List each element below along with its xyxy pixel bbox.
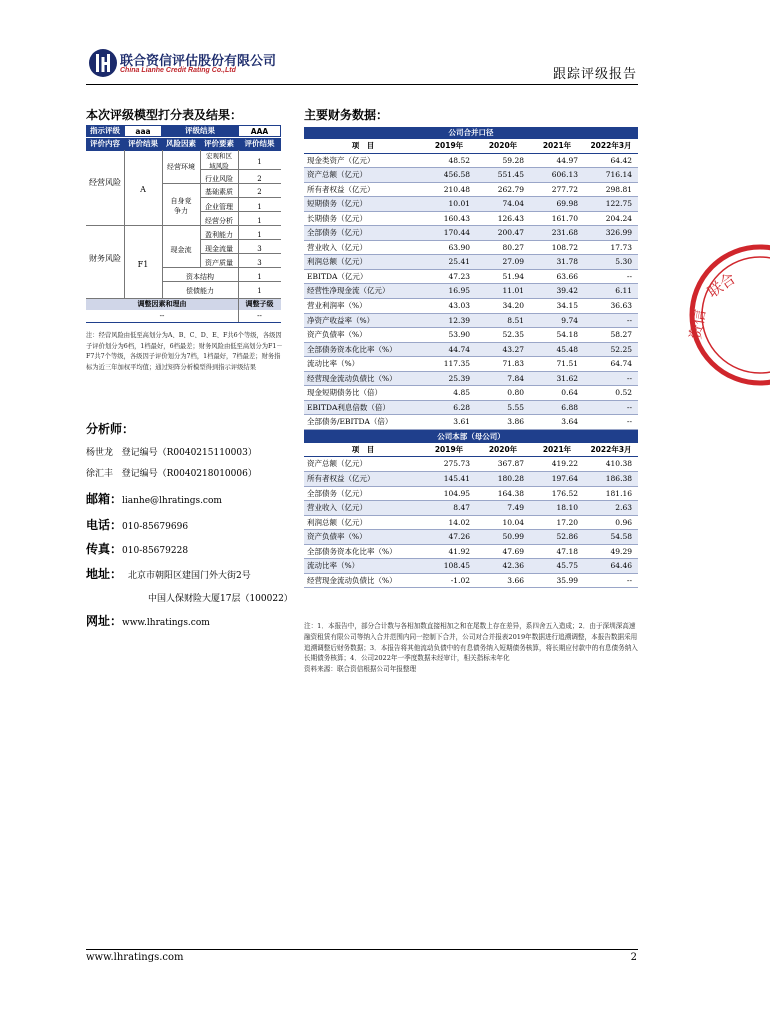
row-value: 277.72 [551, 184, 578, 194]
col-header: 2022年3月 [590, 444, 632, 454]
table-row [304, 343, 638, 358]
table-row [304, 545, 638, 560]
table-row [304, 472, 638, 487]
row-value: 5.55 [507, 402, 524, 412]
contact-email [86, 488, 222, 507]
page-number: 2 [630, 952, 637, 963]
col-header: 2021年 [542, 141, 572, 150]
row-value: 204.24 [605, 213, 632, 223]
col-header: 项 目 [351, 141, 375, 150]
row-value: 8.51 [507, 315, 524, 325]
row-value: 0.52 [615, 388, 632, 398]
table-row [304, 501, 638, 516]
model-factor-env: 经营环境 [167, 163, 195, 171]
col-header: 2022年3月 [590, 141, 632, 150]
model-rule [162, 150, 163, 298]
model-rule [200, 253, 281, 254]
model-result-value: AAA [238, 125, 281, 137]
row-label: 资产负债率（%） [307, 330, 367, 340]
row-value: 25.39 [448, 373, 470, 383]
row-value: -1.02 [450, 575, 470, 585]
row-value: 10.04 [502, 517, 524, 527]
row-value: 47.18 [556, 546, 578, 556]
row-value: 18.10 [556, 503, 578, 513]
row-label: 全部债务（亿元） [307, 488, 367, 498]
model-score-industry: 2 [257, 175, 262, 183]
row-value: 34.15 [556, 301, 578, 311]
table-row [304, 241, 638, 256]
model-score-profitability: 1 [257, 231, 262, 239]
row-value: 17.20 [556, 517, 578, 527]
row-value: -- [626, 575, 632, 585]
model-rule [238, 150, 239, 322]
row-value: 0.64 [561, 388, 578, 398]
model-content-financial: 财务风险 [89, 254, 121, 263]
phone-value: 010-85679696 [122, 522, 189, 532]
row-value: -- [626, 315, 632, 325]
row-label: 经营性净现金流（亿元） [307, 286, 390, 296]
col-header: 项 目 [351, 444, 375, 454]
model-footnote: 注：经营风险由低至高划分为A、B、C、D、E、F共6个等级，各级因子评价划分为6档，1档最好，6档最差；财务风险由低至高划分为F1－F7共7个等级，各级因子评价划分为7档，1档最好，7档最差；财务指标为近三年加权平均值；通过矩阵分析模型得到指示评级结果 [86, 332, 283, 371]
table-row [304, 372, 638, 387]
row-value: 63.90 [448, 242, 470, 252]
row-value: 0.80 [507, 388, 524, 398]
row-value: 52.25 [610, 344, 632, 354]
header-divider [86, 84, 638, 85]
row-value: 326.99 [605, 228, 632, 238]
row-label: 全部债务资本化比率（%） [307, 344, 397, 354]
row-label: 营业收入（亿元） [307, 503, 367, 513]
footer-divider [86, 949, 638, 950]
col-header: 2020年 [488, 141, 518, 150]
row-value: 45.48 [556, 344, 578, 354]
model-adjust-value: -- [257, 312, 262, 320]
col-header: 2021年 [542, 444, 572, 454]
contact-address [86, 563, 251, 582]
model-element-industry: 行业风险 [205, 175, 233, 183]
row-value: 45.75 [556, 561, 578, 571]
row-value: 35.99 [556, 575, 578, 585]
table-row [304, 197, 638, 212]
row-value: 36.63 [610, 301, 632, 311]
analyst-2 [86, 466, 257, 479]
row-value: 126.43 [497, 213, 524, 223]
model-adjust-reason: -- [159, 312, 165, 320]
table-row [304, 270, 638, 285]
table-row [304, 457, 638, 472]
address-line-2: 中国人保财险大厦17层（100022） [148, 594, 293, 604]
row-value: 7.84 [507, 373, 524, 383]
model-header-content: 评价内容 [86, 138, 124, 150]
row-label: 流动比率（%） [307, 561, 360, 571]
row-value: -- [626, 373, 632, 383]
row-label: 利润总额（亿元） [307, 257, 367, 267]
model-content-operating: 经营风险 [89, 178, 121, 187]
row-value: -- [626, 271, 632, 281]
row-value: 10.01 [448, 199, 470, 209]
table-row [304, 226, 638, 241]
table-row [304, 284, 638, 299]
row-label: 资产总额（亿元） [307, 459, 367, 469]
parent-caption: 公司本部（母公司） [304, 430, 638, 443]
table-row [304, 530, 638, 545]
row-value: 69.98 [556, 199, 578, 209]
row-value: 54.58 [610, 532, 632, 542]
email-link[interactable]: lianhe@lhratings.com [122, 496, 222, 506]
col-header: 2019年 [434, 444, 464, 454]
row-value: 31.78 [556, 257, 578, 267]
row-value: 298.81 [605, 184, 632, 194]
row-value: 117.35 [443, 359, 470, 369]
row-value: 74.04 [502, 199, 524, 209]
contact-fax [86, 538, 188, 557]
row-label: 资产负债率（%） [307, 532, 367, 542]
row-label: 长期债务（亿元） [307, 213, 367, 223]
row-value: 64.42 [610, 155, 632, 165]
table-row [304, 183, 638, 198]
model-header-factor: 风险因素 [162, 138, 200, 150]
row-value: 12.39 [448, 315, 470, 325]
col-header: 2019年 [434, 141, 464, 150]
table-row [304, 559, 638, 574]
row-value: 0.96 [615, 517, 632, 527]
row-value: 9.74 [561, 315, 578, 325]
row-value: 52.86 [556, 532, 578, 542]
contact-phone [86, 514, 188, 533]
table-row [304, 516, 638, 531]
row-label: 所有者权益（亿元） [307, 474, 375, 484]
row-value: 43.27 [502, 344, 524, 354]
financial-section-title: 主要财务数据： [304, 108, 389, 122]
row-value: 31.62 [556, 373, 578, 383]
contact-label: 邮箱： [86, 492, 123, 506]
model-score-operation: 1 [257, 217, 262, 225]
analyst-name: 杨世龙 [86, 448, 114, 458]
row-value: -- [626, 402, 632, 412]
model-section-title: 本次评级模型打分表及结果： [86, 108, 243, 122]
row-label: 经营现金流动负债比（%） [307, 575, 397, 585]
table-row [304, 415, 638, 430]
row-value: 716.14 [605, 170, 632, 180]
row-value: 181.16 [605, 488, 632, 498]
table-row [304, 386, 638, 401]
model-score-solvency: 1 [257, 287, 262, 295]
model-factor-cashflow: 现金流 [170, 246, 192, 254]
row-label: 所有者权益（亿元） [307, 184, 375, 194]
analyst-1 [86, 445, 257, 458]
row-value: 71.51 [556, 359, 578, 369]
row-value: 104.95 [443, 488, 470, 498]
row-label: 经营现金流动负债比（%） [307, 373, 397, 383]
report-type: 跟踪评级报告 [552, 67, 637, 82]
row-value: 44.74 [448, 344, 470, 354]
model-rule [124, 150, 125, 298]
model-header-score: 评价结果 [238, 138, 281, 150]
model-score-capital: 1 [257, 273, 262, 281]
model-element-profitability: 盈利能力 [205, 231, 233, 239]
model-rule [162, 281, 281, 282]
model-score-basic: 2 [257, 188, 262, 196]
row-value: 59.28 [502, 155, 524, 165]
row-value: 3.61 [453, 417, 470, 427]
website-link[interactable]: www.lhratings.com [122, 618, 210, 628]
fax-value: 010-85679228 [122, 546, 189, 556]
row-value: 52.35 [502, 330, 524, 340]
table-row [304, 212, 638, 227]
row-value: 63.66 [556, 271, 578, 281]
row-value: 456.58 [443, 170, 470, 180]
model-score-cashflow: 3 [257, 245, 262, 253]
footer-url[interactable]: www.lhratings.com [86, 952, 184, 963]
row-value: 108.45 [443, 561, 470, 571]
row-value: 164.38 [497, 488, 524, 498]
model-rule [86, 150, 281, 151]
company-seal-stamp [680, 240, 770, 390]
row-value: 108.72 [551, 242, 578, 252]
row-label: 利润总额（亿元） [307, 517, 367, 527]
model-rule [200, 239, 281, 240]
model-element-management: 企业管理 [205, 203, 233, 211]
row-value: 44.97 [556, 155, 578, 165]
model-element-macro: 宏观和区域风险 [206, 152, 232, 170]
row-value: 64.74 [610, 359, 632, 369]
model-rule [162, 267, 281, 268]
row-value: 170.44 [443, 228, 470, 238]
model-rule [200, 150, 201, 267]
row-value: 42.36 [502, 561, 524, 571]
row-label: 全部债务资本化比率（%） [307, 546, 397, 556]
model-rule [86, 298, 281, 299]
model-score-management: 1 [257, 203, 262, 211]
table-row [304, 154, 638, 169]
row-value: 3.66 [507, 575, 524, 585]
row-value: 210.48 [443, 184, 470, 194]
model-rule [86, 225, 281, 226]
row-value: 54.18 [556, 330, 578, 340]
row-value: 7.49 [507, 503, 524, 513]
svg-text:资信: 资信 [686, 308, 710, 341]
row-label: 营业利润率（%） [307, 301, 367, 311]
contact-website [86, 610, 210, 629]
model-rule [86, 322, 281, 323]
row-value: -- [626, 417, 632, 427]
model-element-basic: 基础素质 [205, 188, 233, 196]
row-value: 275.73 [443, 459, 470, 469]
company-logo-icon [88, 48, 118, 78]
model-score-asset-quality: 3 [257, 259, 262, 267]
table-row [304, 255, 638, 270]
table-row [304, 168, 638, 183]
row-label: 资产总额（亿元） [307, 170, 367, 180]
analyst-reg: 登记编号（R0040218010006） [121, 469, 257, 479]
row-value: 197.64 [551, 474, 578, 484]
row-value: 145.41 [443, 474, 470, 484]
row-value: 51.94 [502, 271, 524, 281]
row-label: EBITDA（亿元） [307, 271, 368, 281]
row-value: 4.85 [453, 388, 470, 398]
consolidated-caption: 公司合并口径 [304, 127, 638, 139]
row-value: 71.83 [502, 359, 524, 369]
row-value: 180.28 [497, 474, 524, 484]
model-element-cashflow: 现金流量 [205, 245, 233, 253]
address-line-1: 北京市朝阳区建国门外大街2号 [128, 571, 251, 581]
model-indicative-label: 指示评级 [86, 125, 124, 137]
row-value: 551.45 [497, 170, 524, 180]
model-result-label: 评级结果 [162, 125, 238, 137]
row-value: 231.68 [551, 228, 578, 238]
row-value: 176.52 [551, 488, 578, 498]
row-value: 410.38 [605, 459, 632, 469]
contact-label: 传真： [86, 542, 123, 556]
row-label: 短期债务（亿元） [307, 199, 367, 209]
contact-address-2 [148, 586, 293, 605]
row-label: 营业收入（亿元） [307, 242, 367, 252]
row-value: 47.69 [502, 546, 524, 556]
financial-footnote: 注：1．本报告中，部分合计数与各相加数直接相加之和在尾数上存在差异，系四舍五入造成；2．由于深圳深高速融资租赁有限公司等纳入合并范围内同一控制下合并，公司对合并报表2019年数据进行追溯调整，本报告数据采用追溯调整后财务数据；3．本报告将其他流动负债中的有息债务纳入短期债务核算，将长期应付款中的有息债务纳入长期债务核算；4．公司2022年一季度数据未经审计，相关指标未年化 资料来源：联合资信根据公司年报整理 [304, 622, 638, 674]
row-value: 64.46 [610, 561, 632, 571]
row-label: EBITDA利息倍数（倍） [307, 402, 390, 412]
row-value: 43.03 [448, 301, 470, 311]
consolidated-rows [304, 154, 638, 430]
company-name-cn: 联合资信评估股份有限公司 [120, 54, 277, 69]
row-value: 11.01 [502, 286, 524, 296]
row-value: 160.43 [443, 213, 470, 223]
row-label: 全部债务（亿元） [307, 228, 367, 238]
row-label: 全部债务/EBITDA（倍） [307, 417, 393, 427]
analyst-title: 分析师： [86, 422, 135, 436]
model-rule [200, 169, 281, 170]
row-value: 48.52 [448, 155, 470, 165]
row-value: 8.47 [453, 503, 470, 513]
row-value: 47.23 [448, 271, 470, 281]
model-result-financial: F1 [137, 260, 149, 269]
analyst-reg: 登记编号（R0040215110003） [121, 448, 257, 458]
model-rule [200, 197, 281, 198]
row-value: 5.30 [615, 257, 632, 267]
row-value: 6.28 [453, 402, 470, 412]
row-value: 16.95 [448, 286, 470, 296]
row-value: 47.26 [448, 532, 470, 542]
contact-label: 网址： [86, 614, 123, 628]
row-value: 34.20 [502, 301, 524, 311]
row-value: 262.79 [497, 184, 524, 194]
row-value: 49.29 [610, 546, 632, 556]
row-label: 流动比率（%） [307, 359, 360, 369]
model-header-element: 评价要素 [200, 138, 238, 150]
model-element-solvency: 偿债能力 [186, 287, 214, 295]
table-row [304, 487, 638, 502]
table-row [304, 314, 638, 329]
contact-label: 地址： [86, 567, 123, 581]
row-value: 80.27 [502, 242, 524, 252]
model-factor-competitiveness: 自身竞争力 [170, 197, 192, 215]
table-row [304, 401, 638, 416]
company-name-en: China Lianhe Credit Rating Co.,Ltd [120, 67, 236, 74]
row-value: 367.87 [497, 459, 524, 469]
row-value: 41.92 [448, 546, 470, 556]
consolidated-header-row [304, 139, 638, 154]
model-score-macro: 1 [257, 158, 262, 166]
rating-model-table [86, 125, 281, 323]
model-header-result: 评价结果 [124, 138, 162, 150]
table-row [304, 357, 638, 372]
row-value: 50.99 [502, 532, 524, 542]
model-result-operating: A [140, 185, 146, 194]
row-label: 现金短期债务比（倍） [307, 388, 382, 398]
contact-label: 电话： [86, 518, 123, 532]
parent-header-row [304, 443, 638, 458]
row-value: 58.27 [610, 330, 632, 340]
row-value: 6.11 [615, 286, 632, 296]
model-adjust-header: 调整因素和理由 [86, 299, 238, 310]
row-value: 419.22 [551, 459, 578, 469]
row-value: 25.41 [448, 257, 470, 267]
row-value: 122.75 [605, 199, 632, 209]
svg-text:联合: 联合 [703, 269, 739, 302]
parent-rows [304, 457, 638, 588]
row-value: 17.73 [610, 242, 632, 252]
model-element-capital: 资本结构 [186, 273, 214, 281]
model-indicative-value: aaa [124, 125, 162, 137]
row-value: 200.47 [497, 228, 524, 238]
row-label: 现金类资产（亿元） [307, 155, 375, 165]
row-value: 2.63 [615, 503, 632, 513]
table-row [304, 328, 638, 343]
row-value: 53.90 [448, 330, 470, 340]
row-value: 3.64 [561, 417, 578, 427]
row-value: 186.38 [605, 474, 632, 484]
row-value: 14.02 [448, 517, 470, 527]
model-element-operation: 经营分析 [205, 217, 233, 225]
row-label: 净资产收益率（%） [307, 315, 375, 325]
model-rule [162, 183, 281, 184]
row-value: 161.70 [551, 213, 578, 223]
row-value: 3.86 [507, 417, 524, 427]
model-rule [200, 211, 281, 212]
row-value: 606.13 [551, 170, 578, 180]
model-element-asset-quality: 资产质量 [205, 259, 233, 267]
row-value: 27.09 [502, 257, 524, 267]
financial-table [304, 127, 638, 588]
model-adjust-score-header: 调整子级 [238, 299, 281, 310]
row-value: 39.42 [556, 286, 578, 296]
row-value: 6.88 [561, 402, 578, 412]
analyst-name: 徐汇丰 [86, 469, 114, 479]
col-header: 2020年 [488, 444, 518, 454]
table-row [304, 299, 638, 314]
table-row [304, 574, 638, 589]
